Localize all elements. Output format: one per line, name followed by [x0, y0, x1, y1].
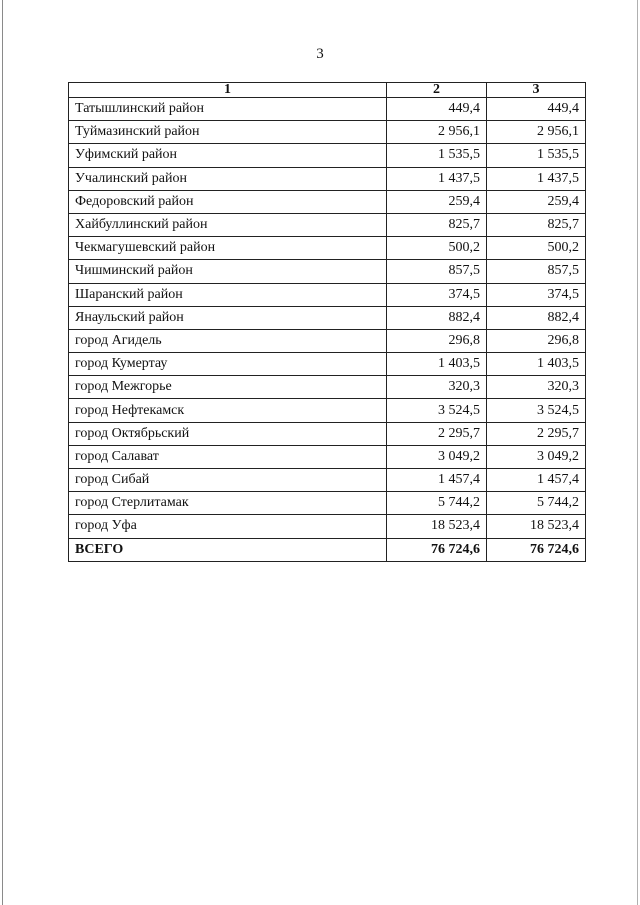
row-name: Федоровский район: [69, 190, 387, 213]
column-header-3: 3: [487, 83, 586, 98]
table-body: [69, 98, 586, 562]
row-name: Чекмагушевский район: [69, 237, 387, 260]
row-value-3: 259,4: [487, 190, 586, 213]
row-value-2: 857,5: [387, 260, 487, 283]
column-header-1: 1: [69, 83, 387, 98]
table-row: [69, 167, 586, 190]
row-value-3: 5 744,2: [487, 492, 586, 515]
row-value-2: 18 523,4: [387, 515, 487, 538]
row-value-2: 449,4: [387, 98, 487, 121]
total-row: [69, 538, 586, 561]
column-header-2: 2: [387, 83, 487, 98]
row-value-3: 1 403,5: [487, 353, 586, 376]
row-value-2: 1 403,5: [387, 353, 487, 376]
row-value-3: 2 295,7: [487, 422, 586, 445]
scan-edge-left: [2, 0, 3, 905]
table-row: [69, 445, 586, 468]
row-value-3: 1 437,5: [487, 167, 586, 190]
row-name: Уфимский район: [69, 144, 387, 167]
row-value-2: 2 295,7: [387, 422, 487, 445]
row-name: Хайбуллинский район: [69, 213, 387, 236]
table-row: [69, 190, 586, 213]
row-name: город Стерлитамак: [69, 492, 387, 515]
row-value-3: 882,4: [487, 306, 586, 329]
row-name: город Салават: [69, 445, 387, 468]
row-name: Туймазинский район: [69, 121, 387, 144]
row-value-3: 857,5: [487, 260, 586, 283]
row-value-3: 500,2: [487, 237, 586, 260]
table-row: [69, 121, 586, 144]
row-name: город Сибай: [69, 469, 387, 492]
table-row: [69, 98, 586, 121]
row-value-3: 374,5: [487, 283, 586, 306]
table-row: [69, 329, 586, 352]
row-value-2: 500,2: [387, 237, 487, 260]
table-row: [69, 353, 586, 376]
page-number: 3: [316, 46, 324, 62]
row-value-3: 296,8: [487, 329, 586, 352]
row-value-2: 296,8: [387, 329, 487, 352]
row-value-2: 374,5: [387, 283, 487, 306]
row-name: Янаульский район: [69, 306, 387, 329]
row-value-3: 18 523,4: [487, 515, 586, 538]
table-row: [69, 260, 586, 283]
row-name: город Октябрьский: [69, 422, 387, 445]
row-value-3: 3 049,2: [487, 445, 586, 468]
table-row: [69, 422, 586, 445]
table-row: [69, 515, 586, 538]
data-table: [68, 82, 586, 562]
row-value-2: 1 457,4: [387, 469, 487, 492]
row-name: Татышлинский район: [69, 98, 387, 121]
table-row: [69, 283, 586, 306]
row-name: Чишминский район: [69, 260, 387, 283]
row-value-2: 5 744,2: [387, 492, 487, 515]
row-value-2: 320,3: [387, 376, 487, 399]
row-value-2: 1 437,5: [387, 167, 487, 190]
total-label: ВСЕГО: [69, 538, 387, 561]
row-value-2: 825,7: [387, 213, 487, 236]
row-value-2: 2 956,1: [387, 121, 487, 144]
row-value-2: 259,4: [387, 190, 487, 213]
row-name: город Межгорье: [69, 376, 387, 399]
row-name: город Кумертау: [69, 353, 387, 376]
table-row: [69, 237, 586, 260]
row-name: город Уфа: [69, 515, 387, 538]
total-value-3: 76 724,6: [487, 538, 586, 561]
row-value-3: 320,3: [487, 376, 586, 399]
row-value-2: 1 535,5: [387, 144, 487, 167]
row-name: город Агидель: [69, 329, 387, 352]
row-value-3: 3 524,5: [487, 399, 586, 422]
row-value-3: 449,4: [487, 98, 586, 121]
row-value-3: 1 457,4: [487, 469, 586, 492]
row-value-3: 1 535,5: [487, 144, 586, 167]
table-row: [69, 306, 586, 329]
row-value-2: 882,4: [387, 306, 487, 329]
table-row: [69, 213, 586, 236]
row-name: город Нефтекамск: [69, 399, 387, 422]
table-row: [69, 469, 586, 492]
row-value-2: 3 524,5: [387, 399, 487, 422]
table-header-row: [69, 83, 586, 98]
table-row: [69, 376, 586, 399]
row-value-2: 3 049,2: [387, 445, 487, 468]
scan-edge-right: [637, 0, 638, 905]
row-value-3: 2 956,1: [487, 121, 586, 144]
row-name: Учалинский район: [69, 167, 387, 190]
row-value-3: 825,7: [487, 213, 586, 236]
table-row: [69, 399, 586, 422]
row-name: Шаранский район: [69, 283, 387, 306]
table-row: [69, 144, 586, 167]
table-row: [69, 492, 586, 515]
total-value-2: 76 724,6: [387, 538, 487, 561]
